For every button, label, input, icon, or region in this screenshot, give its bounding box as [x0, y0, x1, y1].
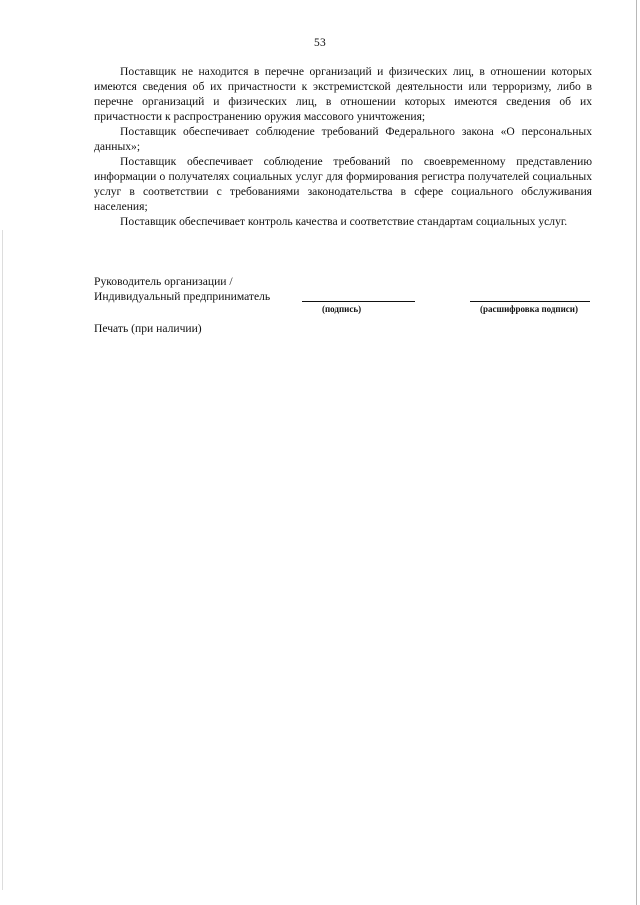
stamp-label: Печать (при наличии)	[94, 322, 202, 335]
signature-decode-caption: (расшифровка подписи)	[480, 304, 578, 314]
scan-edge-left	[2, 230, 3, 890]
signatory-title-line2: Индивидуальный предприниматель	[94, 290, 271, 303]
signature-line	[302, 301, 415, 302]
page-number: 53	[314, 37, 326, 49]
signatory-title-line1: Руководитель организации /	[94, 275, 233, 288]
paragraph-registry: Поставщик обеспечивает соблюдение требований по своевременному представлению информации о получателях социальных услуг для формирования регистра получателей социальных услуг в соответствии с требованиями законодательства в сфере социального обслуживания населения;	[94, 155, 592, 213]
signature-caption: (подпись)	[322, 304, 362, 314]
scan-edge-right	[636, 0, 637, 905]
signature-decode-line	[470, 301, 590, 302]
signatory-row	[94, 289, 594, 314]
paragraph-extremism: Поставщик не находится в перечне организаций и физических лиц, в отношении которых имеются сведения об их причастности к экстремистской деятельности или терроризму, либо в перечне организаций и физических лиц, в отношении которых имеются сведения об их причастности к распространению оружия массового уничтожения;	[94, 65, 592, 123]
signature-block	[94, 274, 594, 314]
document-body	[94, 64, 592, 229]
paragraph-quality-control: Поставщик обеспечивает контроль качества и соответствие стандартам социальных услуг.	[120, 215, 568, 228]
paragraph-personal-data: Поставщик обеспечивает соблюдение требований Федерального закона «О персональных данных»;	[94, 125, 592, 153]
